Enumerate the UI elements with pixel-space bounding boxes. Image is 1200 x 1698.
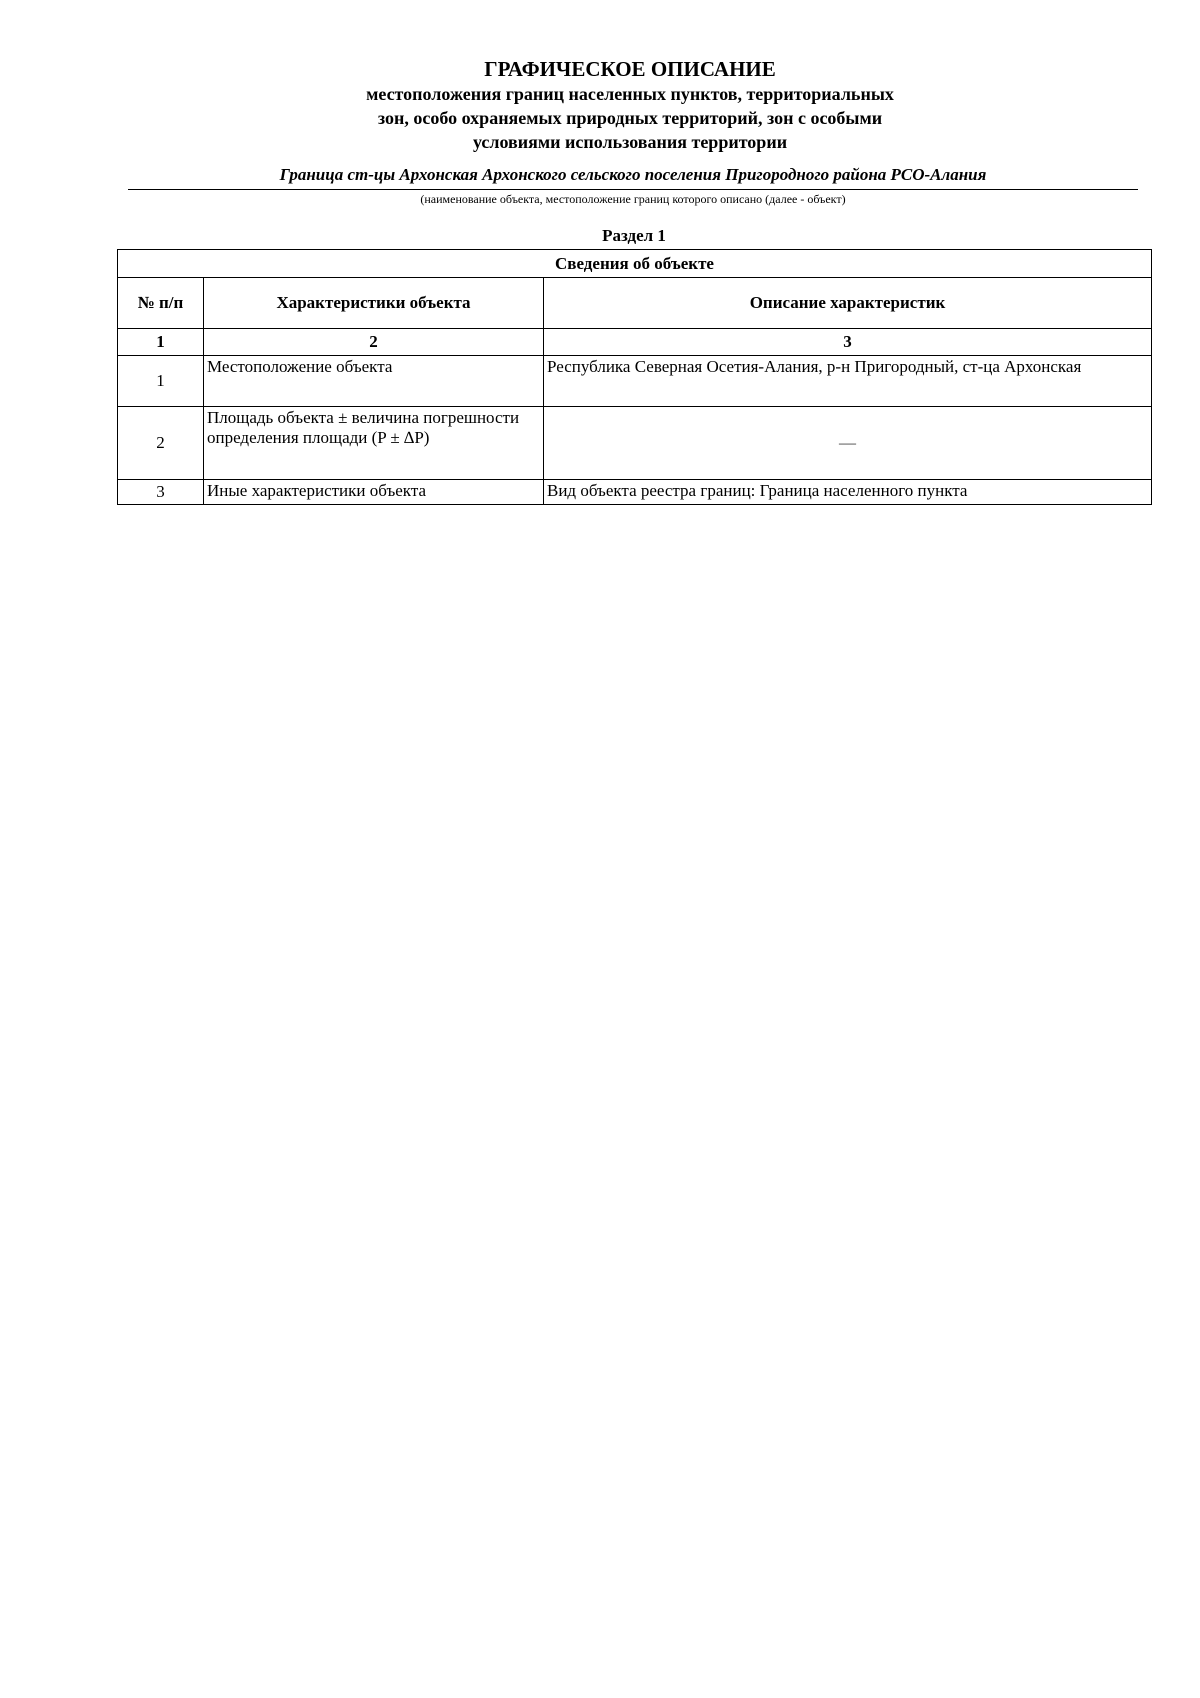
object-name-underline (128, 189, 1138, 190)
row-description: Вид объекта реестра границ: Граница населенного пункта (544, 480, 1152, 505)
row-description: Республика Северная Осетия-Алания, р-н Пригородный, ст-ца Архонская (544, 356, 1152, 407)
table-header-row (118, 278, 1152, 329)
document-subtitle-line-3: условиями использования территории (472, 132, 788, 152)
row-number: 3 (118, 480, 204, 505)
column-number-3: 3 (544, 329, 1152, 356)
column-number-1: 1 (118, 329, 204, 356)
document-subtitle-line-1: местоположения границ населенных пунктов, территориальных (366, 84, 894, 104)
column-header-description: Описание характеристик (544, 278, 1152, 329)
column-header-number: № п/п (118, 278, 204, 329)
table-caption: Сведения об объекте (118, 250, 1152, 278)
table-row (118, 356, 1152, 407)
column-number-row (118, 329, 1152, 356)
row-characteristic: Местоположение объекта (204, 356, 544, 407)
row-number: 1 (118, 356, 204, 407)
object-name: Граница ст-цы Архонская Архонского сельского поселения Пригородного района РСО-Алания (279, 165, 987, 184)
object-name-caption: (наименование объекта, местоположение границ которого описано (далее - объект) (420, 192, 846, 206)
row-description: — (544, 407, 1152, 480)
document-title: ГРАФИЧЕСКОЕ ОПИСАНИЕ (484, 57, 776, 81)
section-label: Раздел 1 (602, 226, 666, 245)
table-row (118, 407, 1152, 480)
table-row (118, 480, 1152, 505)
document-header (0, 56, 1200, 154)
column-number-2: 2 (204, 329, 544, 356)
row-number: 2 (118, 407, 204, 480)
row-characteristic: Площадь объекта ± величина погрешности определения площади (P ± ∆P) (204, 407, 544, 480)
document-subtitle-line-2: зон, особо охраняемых природных территорий, зон с особыми (377, 108, 883, 128)
table-caption-row (118, 250, 1152, 278)
row-characteristic: Иные характеристики объекта (204, 480, 544, 505)
object-info-table (117, 249, 1152, 505)
column-header-characteristic: Характеристики объекта (204, 278, 544, 329)
